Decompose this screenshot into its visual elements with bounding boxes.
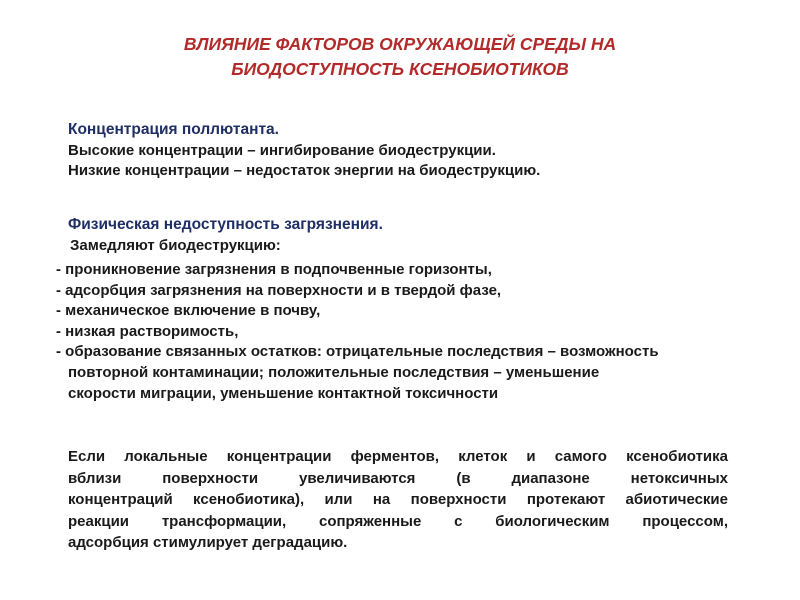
concentration-section (68, 120, 540, 182)
physical-section-header (68, 215, 383, 256)
adsorption-paragraph (68, 446, 728, 554)
paragraph-line: Если локальные концентрации ферментов, клеток и самого ксенобиотика (68, 448, 728, 465)
list-item-continuation: повторной контаминации; положительные последствия – уменьшение (68, 363, 600, 381)
concentration-line-high: Высокие концентрации – ингибирование биодеструкции. (68, 141, 496, 159)
page-title (0, 32, 800, 82)
paragraph-line: адсорбция стимулирует деградацию. (68, 534, 348, 551)
list-item: - образование связанных остатков: отрицательные последствия – возможность (56, 343, 659, 361)
physical-factors-list (56, 260, 659, 404)
physical-heading: Физическая недоступность загрязнения. (68, 216, 383, 233)
list-item: - адсорбция загрязнения на поверхности и в твердой фазе, (56, 281, 502, 299)
paragraph-line: концентраций ксенобиотика), или на поверхности протекают абиотические (68, 491, 728, 508)
list-item: - низкая растворимость, (56, 322, 239, 340)
paragraph-line: реакции трансформации, сопряженные с биологическим процессом, (68, 512, 728, 530)
list-item-continuation: скорости миграции, уменьшение контактной токсичности (68, 384, 499, 402)
concentration-heading: Концентрация поллютанта. (68, 121, 279, 138)
concentration-line-low: Низкие концентрации – недостаток энергии на биодеструкцию. (68, 162, 541, 179)
paragraph-line: вблизи поверхности увеличиваются (в диапазоне нетоксичных (68, 469, 728, 487)
list-item: - механическое включение в почву, (56, 302, 321, 320)
physical-subheading: Замедляют биодеструкцию: (70, 236, 281, 254)
list-item: - проникновение загрязнения в подпочвенные горизонты, (56, 261, 492, 278)
title-line-2: БИОДОСТУПНОСТЬ КСЕНОБИОТИКОВ (231, 59, 569, 79)
title-line-1: ВЛИЯНИЕ ФАКТОРОВ ОКРУЖАЮЩЕЙ СРЕДЫ НА (183, 34, 617, 54)
